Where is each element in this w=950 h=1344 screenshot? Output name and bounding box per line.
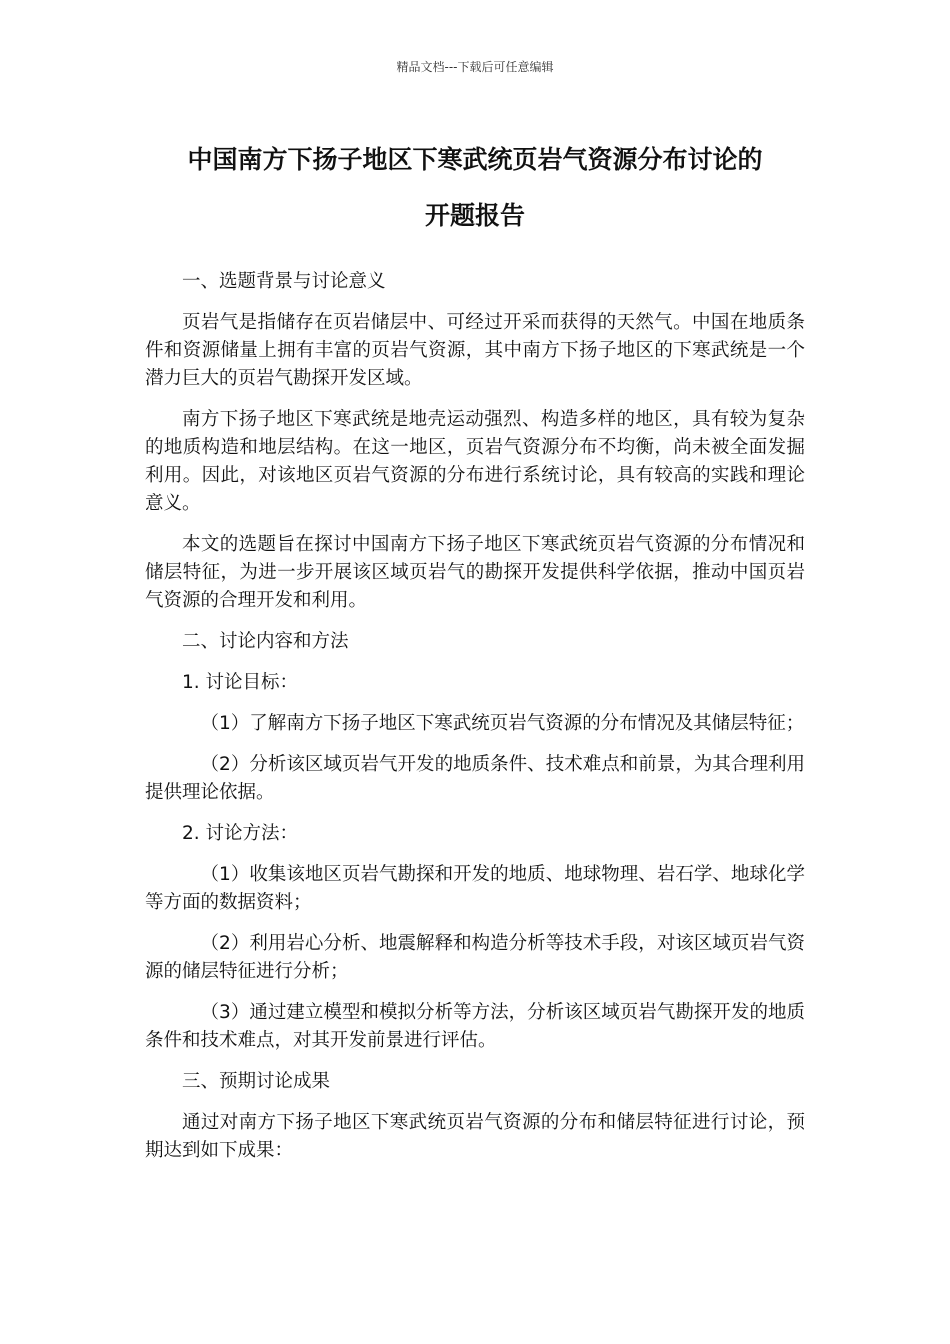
document-body xyxy=(145,268,805,1178)
method-item-2: （2）利用岩心分析、地震解释和构造分析等技术手段，对该区域页岩气资源的储层特征进行分析； xyxy=(145,933,805,982)
paragraph-region: 南方下扬子地区下寒武统是地壳运动强烈、构造多样的地区，具有较为复杂的地质构造和地层结构。在这一地区，页岩气资源分布不均衡，尚未被全面发掘利用。因此，对该地区页岩气资源的分布进行系统讨论，具有较高的实践和理论意义。 xyxy=(145,409,805,514)
section-heading-background: 一、选题背景与讨论意义 xyxy=(182,271,386,292)
title-line-1: 中国南方下扬子地区下寒武统页岩气资源分布讨论的 xyxy=(187,145,763,174)
objective-item-1: （1）了解南方下扬子地区下寒武统页岩气资源的分布情况及其储层特征； xyxy=(200,713,805,734)
paragraph-definition: 页岩气是指储存在页岩储层中、可经过开采而获得的天然气。中国在地质条件和资源储量上拥有丰富的页岩气资源，其中南方下扬子地区的下寒武统是一个潜力巨大的页岩气勘探开发区域。 xyxy=(145,312,805,389)
subheading-methods: 2. 讨论方法： xyxy=(182,823,299,844)
header-note: 精品文档---下载后可任意编辑 xyxy=(396,60,554,74)
section-heading-content-methods: 二、讨论内容和方法 xyxy=(182,631,349,652)
method-item-1: （1）收集该地区页岩气勘探和开发的地质、地球物理、岩石学、地球化学等方面的数据资料； xyxy=(145,864,805,913)
subheading-objectives: 1. 讨论目标： xyxy=(182,672,299,693)
method-item-3: （3）通过建立模型和模拟分析等方法，分析该区域页岩气勘探开发的地质条件和技术难点，对其开发前景进行评估。 xyxy=(145,1002,805,1051)
paragraph-purpose: 本文的选题旨在探讨中国南方下扬子地区下寒武统页岩气资源的分布情况和储层特征，为进一步开展该区域页岩气的勘探开发提供科学依据，推动中国页岩气资源的合理开发和利用。 xyxy=(145,534,805,611)
paragraph-expected-results: 通过对南方下扬子地区下寒武统页岩气资源的分布和储层特征进行讨论，预期达到如下成果： xyxy=(145,1112,805,1161)
title-line-2: 开题报告 xyxy=(424,201,525,230)
document-title xyxy=(120,132,830,244)
objective-item-2: （2）分析该区域页岩气开发的地质条件、技术难点和前景，为其合理利用提供理论依据。 xyxy=(145,754,805,803)
section-heading-expected-results: 三、预期讨论成果 xyxy=(182,1071,331,1092)
